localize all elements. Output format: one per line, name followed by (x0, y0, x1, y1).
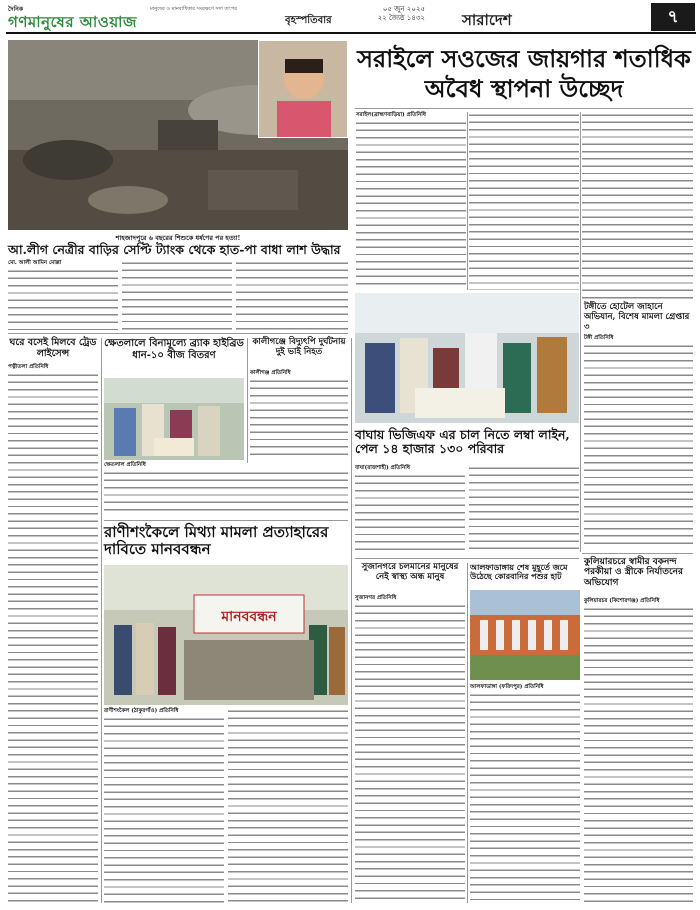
sujanagar-headline: সুজানগরে চলমানের মানুষের নেই স্বাস্থ্য অন্ধ মানুষ (361, 562, 459, 582)
septic-divider (8, 333, 348, 334)
sujanagar-byline: সুজানগর প্রতিনিধি (355, 595, 397, 601)
page-number: ৭ (651, 3, 695, 31)
kulaura-headline: কুলিয়ারচরে স্বামীর বকনন্দ পরকীয়া ও স্ত্রীকে নির্যাতনের অভিযোগ (584, 557, 683, 588)
rani-rule (351, 338, 352, 903)
trade-rule (101, 338, 102, 903)
vgf-photo-image (355, 293, 579, 423)
hotel-byline: টঙ্গী প্রতিনিধি (584, 335, 614, 341)
lead-divider (355, 108, 693, 109)
trade-byline: পত্নীতলা প্রতিনিধি (8, 364, 49, 370)
vgf-column-2 (469, 465, 579, 555)
seed-photo (104, 378, 244, 460)
rani-headline: রাণীশংকৈলে মিথ্যা মামলা প্রত্যাহারের দাবিতে মানববন্ধন (104, 523, 329, 559)
paper-small-label: দৈনিক (8, 6, 24, 13)
paper-name: গণমানুষের আওয়াজ (8, 13, 137, 31)
seed-byline: ক্ষেতলাল প্রতিনিধি (104, 462, 146, 468)
col-rule-2 (580, 112, 581, 552)
rani-divider-top (104, 520, 348, 521)
hotel-headline: টঙ্গীতে হোটেল জাহানে অভিযান, বিশেষ মামলা গ্রেপ্তার ৩ (584, 302, 690, 332)
hotel-divider (582, 553, 693, 554)
dates (355, 5, 425, 23)
lead-byline: সরাইল(ব্রাহ্মণবাড়িয়া) প্রতিনিধি (356, 112, 426, 118)
kulaura-byline: কুলিয়ারচর (কিশোরগঞ্জ) প্রতিনিধি (584, 598, 660, 604)
rani-photo (104, 565, 348, 705)
fire-byline: কালীগঞ্জ প্রতিনিধি (250, 370, 291, 376)
rani-column-1 (104, 716, 224, 903)
weekday: বৃহস্পতিবার (285, 15, 332, 26)
septic-headline: আ.লীগ নেত্রীর বাড়ির সেপ্টি ট্যাংক থেকে হাত-পা বাধা লাশ উদ্ধার (8, 242, 341, 257)
vgf-photo (355, 293, 579, 423)
septic-column-1 (8, 268, 118, 330)
lead-column-2 (469, 112, 579, 290)
vgf-divider (355, 558, 579, 559)
market-photo (470, 590, 580, 680)
market-column (470, 692, 580, 903)
lead-column-3 (582, 112, 693, 302)
date-bangla: ২২ জ্যৈষ্ঠ ১৪৩২ (377, 14, 425, 22)
market-headline: আলফাডাঙ্গায় শেষ মুহূর্তে জমে উঠেছে কোরবানির পশুর হাট (470, 562, 568, 582)
banner-text: মানববন্ধন (221, 609, 277, 625)
vgf-column-1 (355, 473, 465, 555)
trade-headline: ঘরে বসেই মিলবে ট্রেড লাইসেন্স (9, 337, 97, 359)
vgf-byline: বাঘা(রাজশাহী) প্রতিনিধি (355, 465, 410, 471)
paper-tagline: মানুষের ও মানবাধিকার সংরক্ষণে সদা তৎপর (150, 6, 237, 12)
seed-headline: ক্ষেতলালে বিনামূল্যে ব্র্যাক হাইব্রিড ধান-১০ বীজ বিতরণ (104, 338, 244, 361)
section-title: সারাদেশ (462, 11, 512, 29)
lead-headline: সরাইলে সওজের জায়গার শতাধিক অবৈধ স্থাপনা উচ্ছেদ (357, 44, 691, 103)
septic-column-3 (236, 260, 348, 330)
fire-rule (247, 338, 248, 463)
fire-headline: কালীগঞ্জে বিদ্যুৎপি দুর্ঘটনায় দুই ভাই নিহত (252, 337, 346, 357)
vgf-headline: বাঘায় ভিজিএফ এর চাল নিতে লম্বা লাইন, পেল ১৪ হাজার ১৩০ পরিবার (355, 427, 570, 457)
rani-byline: রাণীশংকৈল (ঠাকুরগাঁও) প্রতিনিধি (104, 708, 179, 714)
lead-column-1 (356, 120, 466, 290)
rani-column-2 (228, 708, 348, 903)
kulaura-column (584, 606, 693, 904)
market-byline: আলফাডাঙ্গা (ফরিদপুর) প্রতিনিধি (470, 684, 544, 690)
septic-column-2 (122, 260, 232, 330)
seed-photo-image (104, 378, 244, 460)
date-gregorian: ০৫ জুন ২০২৫ (382, 5, 425, 13)
market-photo-image (470, 590, 580, 680)
fire-column (250, 378, 348, 460)
hotel-column (584, 343, 693, 550)
trade-column (8, 372, 98, 902)
child-photo (258, 40, 348, 138)
photo-caption: শাহজাদপুরে ৬ বছরের শিশুকে ধর্ষণের পর হত্যা! (115, 234, 241, 242)
col-rule-1 (467, 112, 468, 290)
rani-photo-image (104, 565, 348, 705)
sujanagar-column (355, 603, 465, 903)
seed-text (104, 470, 348, 516)
child-photo-image (259, 41, 348, 138)
sujanagar-rule (467, 563, 468, 903)
septic-byline: মো. আলী আমিন মোল্লা (8, 260, 62, 266)
